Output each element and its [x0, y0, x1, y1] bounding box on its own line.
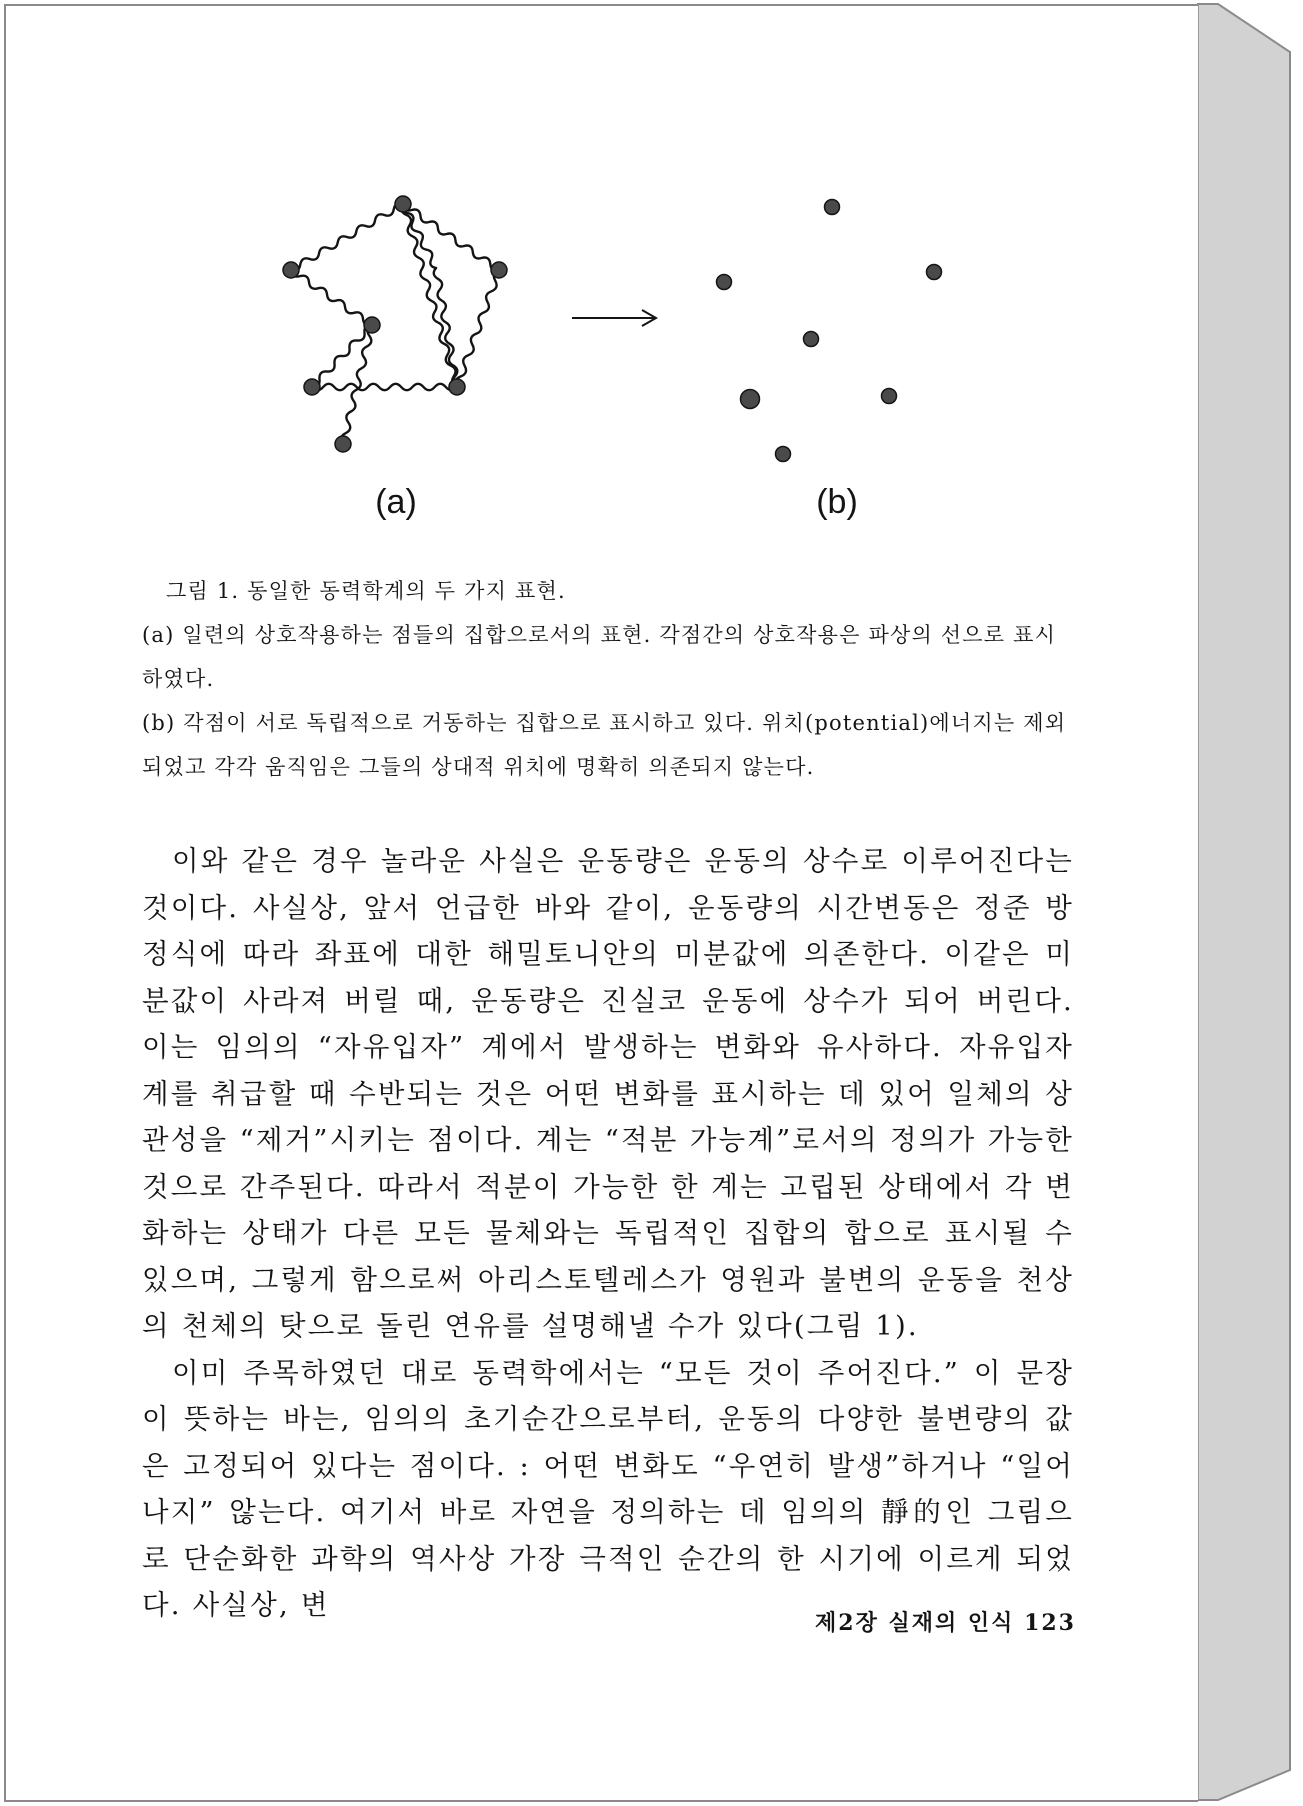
caption-title: 그림 1. 동일한 동력학계의 두 가지 표현.	[166, 579, 566, 603]
figure-b-independent-points	[717, 200, 942, 462]
figure-label-b: (b)	[816, 483, 858, 521]
caption-b: (b) 각점이 서로 독립적으로 거동하는 집합으로 표시하고 있다. 위치(potential)에너지는 제외되었고 각각 움직임은 그들의 상대적 위치에 명확히 의존되지 않는다.	[142, 711, 1067, 779]
point	[304, 379, 320, 395]
point	[804, 332, 819, 347]
wavy-interaction-line	[403, 204, 499, 270]
paragraph: 이미 주목하였던 대로 동력학에서는 “모든 것이 주어진다.” 이 문장이 뜻하는 바는, 임의의 초기순간으로부터, 운동의 다양한 불변량의 값은 고정되어 있다는 점이다. : 어떤 변화도 “우연히 발생”하거나 “일어나지” 않는다. 여기서 바로 자연을 정의하는 데 임의의 靜的인 그림으로 단순화한 과학의 역사상 가장 극적인 순간의 한 시기에 이르게 되었다. 사실상, 변	[142, 1356, 1074, 1621]
dynamics-figure	[6, 6, 1200, 546]
wavy-interaction-line	[341, 325, 372, 444]
figure-a-interacting-points	[291, 203, 499, 444]
wavy-interaction-line	[456, 270, 499, 387]
point	[449, 379, 465, 395]
point	[927, 265, 942, 280]
point	[717, 275, 732, 290]
point	[364, 317, 380, 333]
body-text	[142, 838, 1074, 1629]
point	[882, 389, 897, 404]
caption-a: (a) 일련의 상호작용하는 점들의 집합으로서의 표현. 각점간의 상호작용은 파상의 선으로 표시하였다.	[142, 623, 1057, 691]
figure-caption	[142, 569, 1072, 789]
wavy-interaction-line	[291, 270, 372, 325]
figure-label-a: (a)	[375, 483, 417, 521]
point	[776, 447, 791, 462]
wavy-interaction-line	[291, 203, 403, 270]
figure-a-points	[283, 196, 507, 452]
point	[335, 436, 351, 452]
point	[825, 200, 840, 215]
point	[283, 262, 299, 278]
running-head-page-number: 제2장 실재의 인식 123	[815, 1610, 1076, 1636]
point	[491, 262, 507, 278]
book-page	[4, 4, 1198, 1802]
point	[741, 390, 760, 409]
wavy-interaction-line	[312, 384, 457, 390]
point	[395, 196, 411, 212]
arrow-icon	[572, 310, 656, 326]
paragraph: 이와 같은 경우 놀라운 사실은 운동량은 운동의 상수로 이루어진다는 것이다. 사실상, 앞서 언급한 바와 같이, 운동량의 시간변동은 정준 방정식에 따라 좌표에 대한 해밀토니안의 미분값에 의존한다. 이같은 미분값이 사라져 버릴 때, 운동량은 진실코 운동에 상수가 되어 버린다. 이는 임의의 “자유입자” 계에서 발생하는 변화와 유사하다. 자유입자 계를 취급할 때 수반되는 것은 어떤 변화를 표시하는 데 있어 일체의 상관성을 “제거”시키는 점이다. 계는 “적분 가능계”로서의 정의가 가능한 것으로 간주된다. 따라서 적분이 가능한 한 계는 고립된 상태에서 각 변화하는 상태가 다른 모든 물체와는 독립적인 집합의 합으로 표시될 수 있으며, 그렇게 함으로써 아리스토텔레스가 영원과 불변의 운동을 천상의 천체의 탓으로 돌린 연유를 설명해낼 수가 있다(그림 1).	[142, 845, 1074, 1342]
